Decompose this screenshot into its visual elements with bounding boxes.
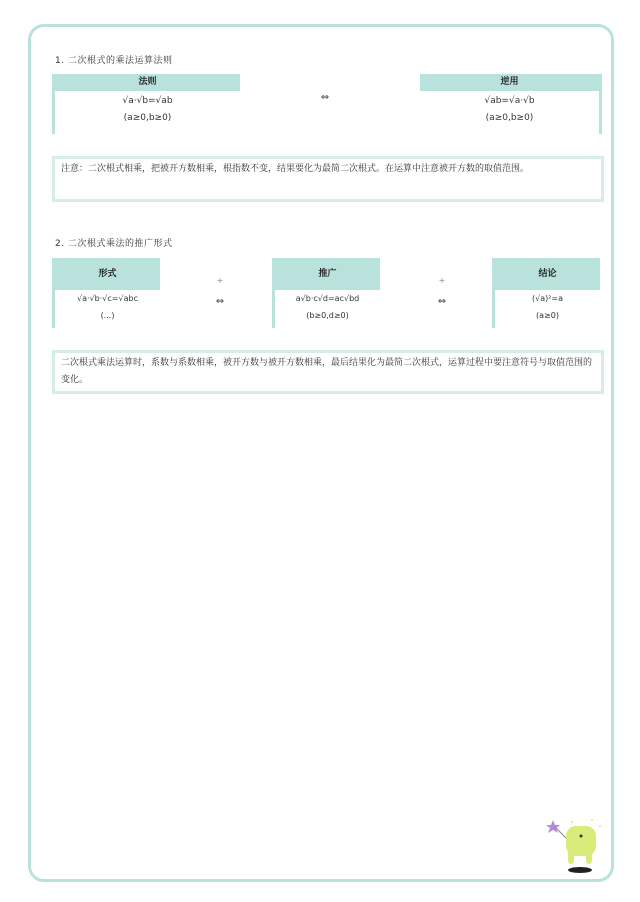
conclusion-condition: (a≥0) [536, 311, 559, 320]
section1-title: 1. 二次根式的乘法运算法则 [55, 56, 173, 66]
rule-condition: (a≥0,b≥0) [123, 113, 172, 123]
star-icon [546, 820, 560, 833]
form-box-head: 形式 [55, 258, 160, 290]
plus-sign-1: + [216, 276, 224, 285]
inverse-box [420, 74, 602, 134]
form-formula: √a·√b·√c=√abc [77, 294, 138, 303]
mascot-illustration [540, 812, 610, 874]
inverse-formula: √ab=√a·√b [484, 96, 535, 106]
inverse-box-head: 逆用 [420, 74, 599, 91]
extension-formula: a√b·c√d=ac√bd [295, 294, 360, 303]
section1-note: 注意：二次根式相乘，把被开方数相乘，根指数不变，结果要化为最简二次根式。在运算中注意被开方数的取值范围。 [52, 156, 604, 202]
conclusion-formula: (√a)²=a [531, 294, 564, 303]
conclusion-box-head: 结论 [495, 258, 600, 290]
inverse-condition: (a≥0,b≥0) [485, 113, 534, 123]
section2-title: 2. 二次根式乘法的推广形式 [55, 239, 173, 249]
extension-condition: (b≥0,d≥0) [306, 311, 349, 320]
page-frame [28, 24, 614, 882]
equivalence-arrow-2: ⇔ [437, 296, 447, 307]
rule-box-head: 法则 [55, 74, 240, 91]
form-condition: (...) [100, 311, 115, 320]
rule-formula: √a·√b=√ab [122, 96, 173, 106]
plus-sign-2: + [438, 276, 446, 285]
conclusion-box [492, 258, 600, 328]
equivalence-arrow: ⇔ [320, 92, 330, 103]
rule-box [52, 74, 240, 134]
equivalence-arrow-1: ⇔ [215, 296, 225, 307]
extension-box [272, 258, 380, 328]
extension-box-head: 推广 [275, 258, 380, 290]
section2-note: 二次根式乘法运算时，系数与系数相乘，被开方数与被开方数相乘，最后结果化为最简二次根式，运算过程中要注意符号与取值范围的变化。 [52, 350, 604, 394]
form-box [52, 258, 160, 328]
